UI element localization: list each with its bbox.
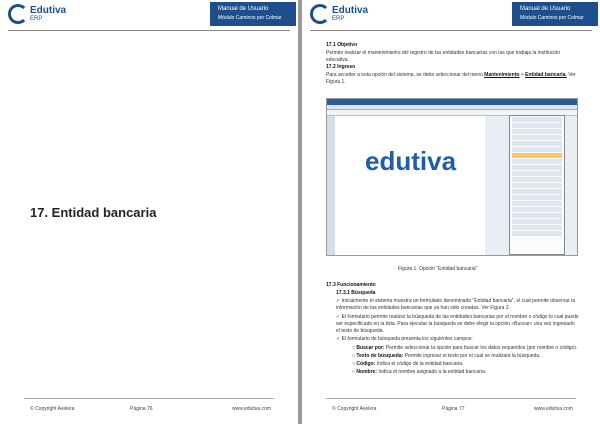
field-nombre: ○ Nombre: Indica el nombre asignado a la entidad bancaria. [352,369,487,375]
page-header [0,0,298,30]
screenshot-dropdown-menu [509,115,565,255]
edutiva-logo: Edutiva ERP [310,4,370,26]
screenshot-workspace [335,116,485,256]
page-header [302,0,600,30]
section-funcionamiento-title: 17.3 Funcionamiento [326,282,376,288]
bullet-3: ✓ El formulario de búsqueda presenta los siguientes campos: [336,336,473,342]
page-76 [0,0,298,424]
field-codigo: ○ Código: Indica el código de la entidad bancaria. [352,361,464,367]
footer-site: www.edutiva.com [232,406,271,412]
field-buscar-por: ○ Buscar por: Permite seleccionar la opción para buscar los datos requeridos (por nombre o código). [352,345,578,351]
header-banner: Manual de Usuario Módulo Caminos por Colmar [512,2,598,26]
bullet-2: ✓ El formulario permite realizar la búsqueda de las entidades bancarias por el nombre o código lo cual puede ser especificado en la lista. Para ejecutar la búsqueda se debe elegir la opción «Buscar» una vez ingresado el texto de búsqueda. [336,314,579,334]
edutiva-logo: Edutiva ERP [8,4,68,26]
logo-ring-icon [310,4,330,24]
section-objetivo-title: 17.1 Objetivo [326,42,358,48]
option-entidad-bancaria-ref: Entidad bancaria. [525,72,567,78]
screenshot-menu-highlighted-item [512,153,562,158]
footer-page-number: Página 76 [130,406,153,412]
screenshot-edutiva-logo: edutiva [365,146,457,176]
figure-1-caption: Figura 1. Opción "Entidad bancaria" [398,266,478,272]
figure-1-screenshot [326,98,578,256]
header-banner: Manual de Usuario Módulo Caminos por Colmar [210,2,296,26]
menu-mantenimiento-ref: Mantenimiento [484,72,520,78]
chapter-title: 17. Entidad bancaria [30,205,157,220]
header-rule [8,30,290,31]
section-objetivo-text: Permite realizar el mantenimiento del registro de las entidades bancarias con las que trabaja la institución educativa. [326,50,561,63]
screenshot-sidebar [327,116,335,256]
section-busqueda-title: 17.3.1 Búsqueda [336,290,376,296]
footer-rule [24,398,274,399]
page-77 [302,0,600,424]
footer-site: www.edutiva.com [534,406,573,412]
logo-ring-icon [8,4,28,24]
footer-page-number: Página 77 [442,406,465,412]
footer-copyright: © Copyright Avelera [30,406,75,412]
field-texto-busqueda: ○ Texto de búsqueda: Permite ingresar el texto por el cual se realizará la búsqueda. [352,353,541,359]
section-ingreso-text: Para acceder a esta opción del sistema, se debe seleccionar del menú Mantenimiento > Entidad bancaria. Ver Figura 1. [326,72,576,85]
footer-rule [326,398,576,399]
header-rule [310,30,592,31]
footer-copyright: © Copyright Avelera [332,406,377,412]
section-ingreso-title: 17.2 Ingreso [326,64,356,70]
bullet-1: ✓ Inicialmente el sistema muestra un formulario denominado "Entidad bancaria", el cual permite observar la información de las entidades bancarias que ya han sido creadas. Ver Figura 2. [336,298,575,311]
